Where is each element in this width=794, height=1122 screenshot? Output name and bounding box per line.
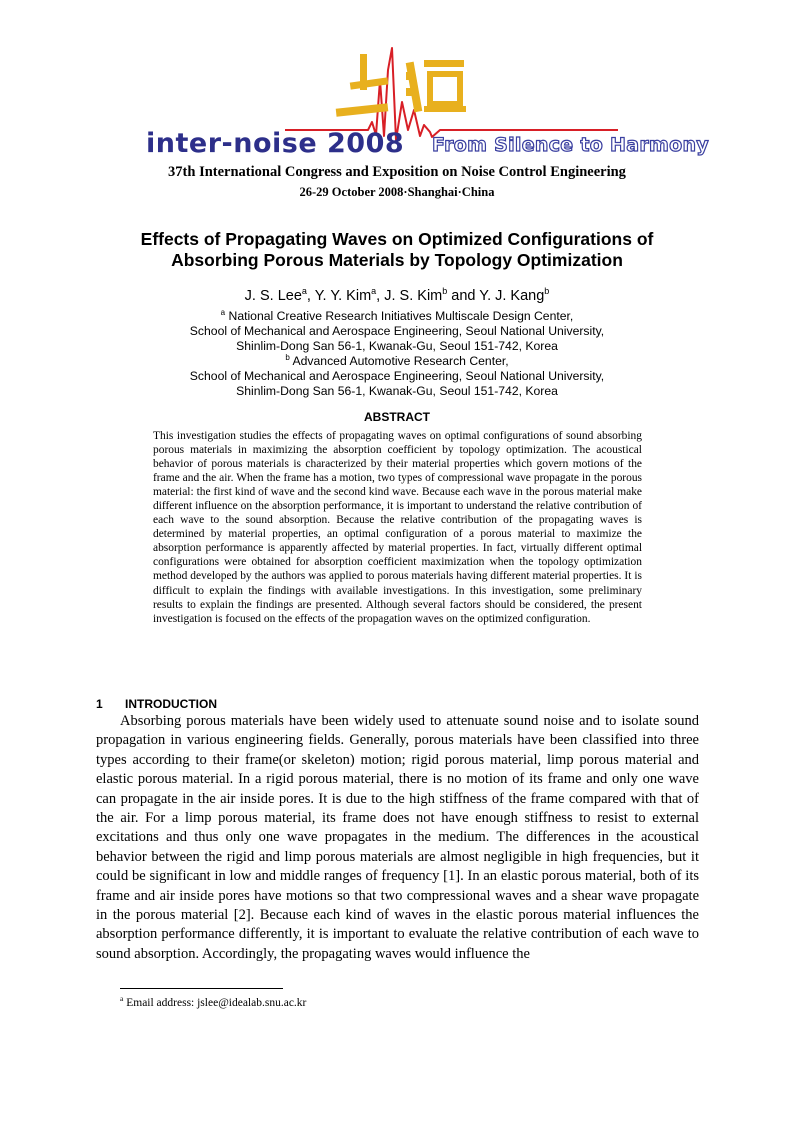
affiliation-line: School of Mechanical and Aerospace Engineering, Seoul National University, bbox=[189, 369, 605, 384]
section-title: INTRODUCTION bbox=[125, 697, 217, 711]
affiliation-line: School of Mechanical and Aerospace Engineering, Seoul National University, bbox=[189, 324, 605, 339]
section-number: 1 bbox=[96, 697, 103, 711]
author-separator: , bbox=[306, 287, 315, 304]
affiliation-line: Shinlim-Dong San 56-1, Kwanak-Gu, Seoul 151-742, Korea bbox=[236, 384, 558, 399]
paper-title-line-1: Effects of Propagating Waves on Optimized Configurations of bbox=[140, 229, 654, 249]
author-affiliation-marker: b bbox=[442, 286, 448, 296]
logo-tagline: From Silence to Harmony bbox=[432, 134, 709, 156]
affiliation-line: Shinlim-Dong San 56-1, Kwanak-Gu, Seoul 151-742, Korea bbox=[236, 339, 558, 354]
author-separator: and bbox=[447, 287, 480, 304]
conference-logo bbox=[140, 40, 709, 165]
footnote-text: Email address: jslee@idealab.snu.ac.kr bbox=[123, 996, 307, 1009]
footnote-rule bbox=[120, 988, 283, 989]
author-separator: , bbox=[376, 287, 385, 304]
author-affiliation-marker: a bbox=[371, 286, 377, 296]
affiliation-line: $^b$ Advanced Automotive Research Center, bbox=[285, 353, 509, 369]
author-affiliation-marker: a bbox=[301, 286, 307, 296]
affiliation-line: $^a$ National Creative Research Initiatives Multiscale Design Center, bbox=[220, 308, 574, 324]
paper-title bbox=[60, 229, 734, 271]
introduction-paragraph: Absorbing porous materials have been widely used to attenuate sound noise and to isolate sound propagation in various engineering fields. Generally, porous materials have been classified into three types according to their frame(or skeleton) motion; rigid porous material, limp porous material and elastic porous material. In a rigid porous material, there is no motion of its frame and only one wave can propagate in the air inside pores. It is due to the high stiffness of the frame compared with that of the air. For a limp porous material, its frame does not have enough stiffness to resist to external excitations and thus only one wave propagates in the medium. The differences in the acoustical behavior between the rigid and limp porous materials are almost negligible in high frequencies, but it could be significant in low and middle ranges of frequency [1]. In an elastic porous material, both of its frame and air inside pores have motions so that two compressional waves and a shear wave propagate in the porous material [2]. Because each kind of waves in the elastic porous material influences the absorption performance differently, it is important to evaluate the relative contribution of each wave to sound absorption. Accordingly, the propagating waves would influence the bbox=[96, 713, 699, 962]
affiliation-marker: b bbox=[285, 353, 290, 362]
footnote bbox=[120, 994, 306, 1009]
affiliation-a bbox=[0, 305, 794, 354]
conference-date-location: 26-29 October 2008·Shanghai·China bbox=[299, 185, 495, 199]
affiliation-b bbox=[0, 350, 794, 399]
footnote-marker: a bbox=[120, 994, 124, 1003]
author-name: Y. J. Kang bbox=[479, 287, 545, 304]
author-affiliation-marker: b bbox=[544, 286, 550, 296]
author-name: J. S. Kim bbox=[384, 287, 443, 304]
author-name: Y. Y. Kim bbox=[314, 287, 372, 304]
author-list bbox=[0, 286, 794, 304]
paper-title-line-2: Absorbing Porous Materials by Topology Optimization bbox=[171, 250, 623, 270]
abstract-text: This investigation studies the effects of propagating waves on optimal configurations of sound absorbing porous materials in maximizing the absorption coefficient by topology optimization. The acoustical behavior of porous materials is characterized by their material properties which govern motions of the frame and the air. When the frame has a motion, two types of compressional wave propagate in the porous material: the first kind of wave and the second kind wave. Because each wave in the porous material make different influence on the absorption performance, it is important to understand the relative contribution of each wave to the sound absorption. Because the relative contribution of the propagating waves is determined by material properties, an optimal configuration of a porous material to maximize the absorption performance is apparently affected by material properties. In fact, virtually different optimal configurations were obtained for absorption coefficient maximization when the topology optimization method developed by the authors was applied to porous materials having different material properties. It is difficult to explain the findings with available investigations. In this investigation, some preliminary results to explain the findings are presented. Although several factors should be considered, the present investigation is focused on the effects of the propagation waves on the optimized configuration. bbox=[153, 430, 642, 625]
abstract-heading: ABSTRACT bbox=[364, 410, 430, 424]
affiliation-marker: a bbox=[220, 308, 226, 317]
logo-brand-text: inter-noise 2008 bbox=[146, 128, 405, 159]
conference-name: 37th International Congress and Exposition on Noise Control Engineering bbox=[168, 164, 626, 180]
author-name: J. S. Lee bbox=[244, 287, 302, 304]
section-heading bbox=[96, 697, 217, 711]
